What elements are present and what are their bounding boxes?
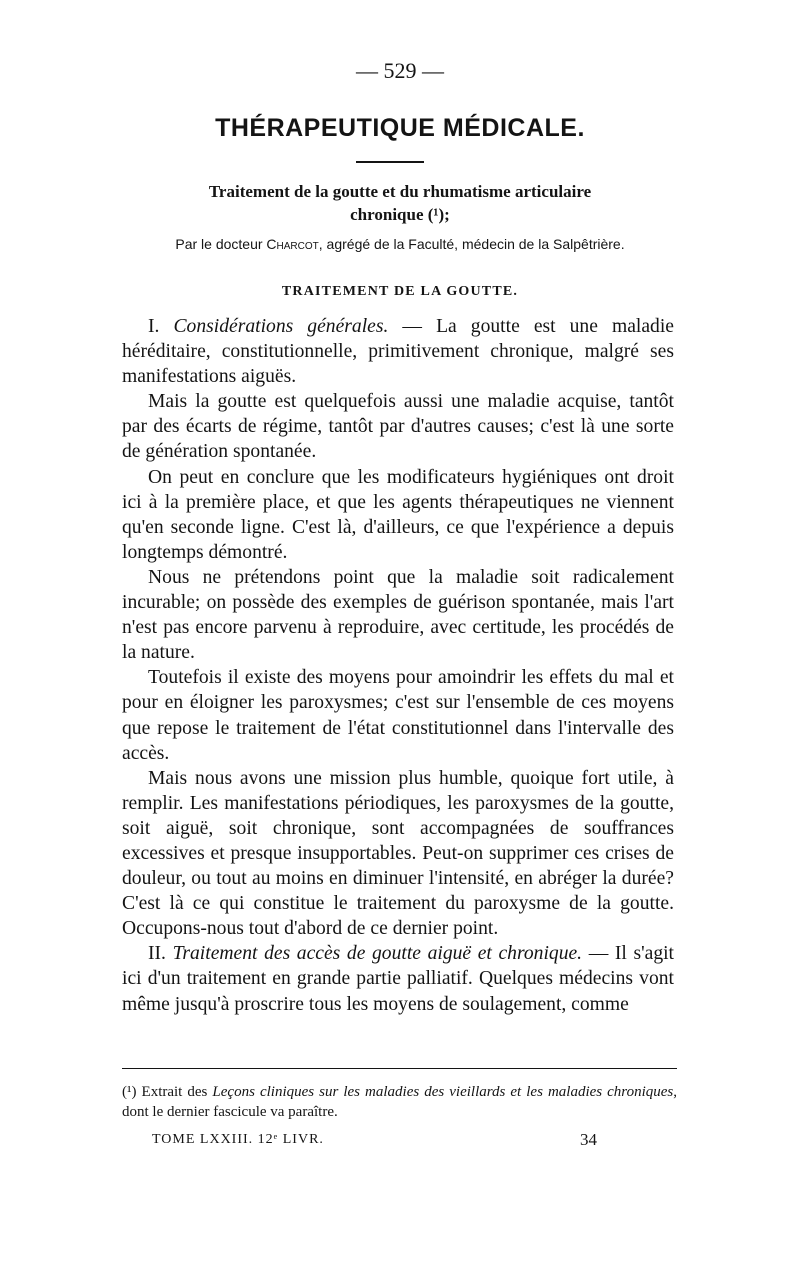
- signature-number: 34: [580, 1130, 597, 1149]
- paragraph-heading: Traitement des accès de goutte aiguë et chronique.: [172, 943, 583, 965]
- footnote-work-title: Leçons cliniques sur les maladies des vieillards et les maladies chroniques: [212, 1084, 674, 1100]
- byline-author: Charcot: [266, 236, 319, 252]
- footnote-suffix: , dont le dernier fascicule va paraître.: [122, 1084, 677, 1120]
- paragraph-label: I.: [148, 316, 174, 337]
- paragraph: [122, 565, 674, 665]
- section-title: THÉRAPEUTIQUE MÉDICALE.: [215, 114, 585, 142]
- paragraph-text: — Il s'agit ici d'un traitement en grande partie palliatif. Quelques médecins vont même jusqu'à proscrire tous les moyens de soulagement, comme: [122, 943, 675, 1015]
- paragraph-text: On peut en conclure que les modificateurs hygiéniques ont droit ici à la première place, et que les agents thérapeutiques ne viennent qu'en seconde ligne. C'est là, d'ailleurs, ce que l'expérience a depuis longtemps démontré.: [122, 466, 674, 563]
- author-byline: [90, 236, 710, 252]
- body-text: [122, 314, 674, 1017]
- footnote-prefix: Extrait des: [136, 1084, 213, 1100]
- volume-signature: TOME LXXIII. 12ᵉ LIVR.: [152, 1132, 324, 1147]
- title-divider: [356, 161, 424, 163]
- paragraph-heading: Considérations générales.: [173, 316, 389, 337]
- article-title-line-1: Traitement de la goutte et du rhumatisme articulaire: [208, 182, 592, 201]
- paragraph: [122, 389, 674, 464]
- paragraph: [122, 465, 674, 565]
- paragraph: [122, 941, 674, 1016]
- article-title-line-2: chronique (¹);: [350, 205, 450, 224]
- footnote: [122, 1082, 677, 1122]
- footnote-divider: [122, 1068, 677, 1069]
- footnote-marker: (¹): [122, 1084, 137, 1100]
- byline-suffix: , agrégé de la Faculté, médecin de la Salpêtrière.: [318, 236, 625, 252]
- paragraph-label: II.: [148, 943, 173, 965]
- paragraph-text: Nous ne prétendons point que la maladie soit radicalement incurable; on possède des exemples de guérison spontanée, mais l'art n'est pas encore parvenu à reproduire, avec certitude, les procédés de la nature.: [122, 566, 674, 664]
- article-title: [100, 180, 700, 226]
- page-number: — 529 —: [356, 58, 444, 83]
- paragraph: [122, 314, 674, 389]
- paragraph: [122, 766, 674, 942]
- byline-prefix: Par le docteur: [175, 236, 267, 252]
- paragraph-text: Mais la goutte est quelquefois aussi une maladie acquise, tantôt par des écarts de régime, tantôt par d'autres causes; c'est là une sorte de génération spontanée.: [122, 391, 674, 463]
- paragraph-text: — La goutte est une maladie héréditaire, constitutionnelle, primitivement chronique, malgré ses manifestations aiguës.: [122, 316, 674, 388]
- subheading: TRAITEMENT DE LA GOUTTE.: [281, 284, 519, 299]
- paragraph-text: Mais nous avons une mission plus humble, quoique fort utile, à remplir. Les manifestations périodiques, les paroxysmes de la goutte, soit aiguë, soit chronique, sont accompagnées de souffrances excessives et presque insupportables. Peut-on supprimer ces crises de douleur, ou tout au moins en diminuer l'intensité, en abréger la durée? C'est là ce qui constitue le traitement du paroxysme de la goutte. Occupons-nous tout d'abord de ce dernier point.: [122, 767, 674, 940]
- paragraph: [122, 665, 674, 765]
- paragraph-text: Toutefois il existe des moyens pour amoindrir les effets du mal et pour en éloigner les paroxysmes; c'est sur l'ensemble de ces moyens que repose le traitement de l'état constitutionnel dans l'intervalle des accès.: [122, 667, 674, 764]
